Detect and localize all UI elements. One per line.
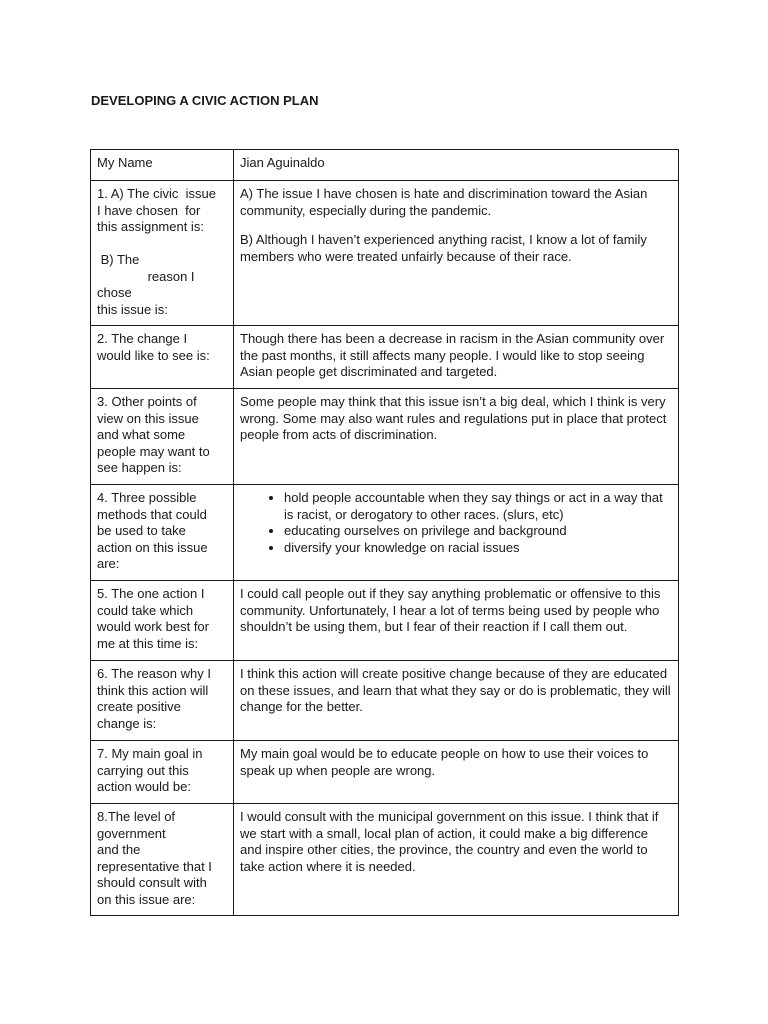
question-text: 7. My main goal in carrying out this action would be: [97, 746, 203, 794]
question-cell [91, 389, 234, 485]
question-cell [91, 181, 234, 326]
answer-cell [234, 389, 679, 485]
answer-text: I think this action will create positive change because of they are educated on these issues, and learn that what they say or do is problematic, they will change for the better. [240, 666, 671, 714]
table-row-one-action [91, 581, 679, 661]
page-title: DEVELOPING A CIVIC ACTION PLAN [91, 93, 319, 108]
answer-text: My main goal would be to educate people on how to use their voices to speak up when people are wrong. [240, 746, 649, 778]
question-text: 6. The reason why I think this action will create positive change is: [97, 666, 211, 731]
table-row-other-views [91, 389, 679, 485]
answer-cell [234, 485, 679, 581]
table-row-name [91, 150, 679, 181]
list-item: • diversify your knowledge on racial issues [284, 540, 672, 557]
table-row-change [91, 326, 679, 389]
answer-text-a: A) The issue I have chosen is hate and discrimination toward the Asian community, especially during the pandemic. [240, 186, 648, 218]
answer-text: Though there has been a decrease in racism in the Asian community over the past months, it still affects many people. I would like to stop seeing Asian people get discriminated and targeted. [240, 331, 665, 379]
table-row-methods [91, 485, 679, 581]
answer-text-b: B) Although I haven’t experienced anything racist, I know a lot of family members who were treated unfairly because of their race. [240, 232, 647, 264]
methods-list [240, 490, 672, 556]
question-text: 5. The one action I could take which would work best for me at this time is: [97, 586, 209, 651]
answer-cell [234, 741, 679, 804]
civic-action-plan-table [90, 149, 679, 916]
answer-text: I would consult with the municipal government on this issue. I think that if we start with a small, local plan of action, it could make a big difference and inspire other cities, the province, the country and even the world to take action where it is needed. [240, 809, 659, 874]
table-row-goal [91, 741, 679, 804]
answer-cell [234, 150, 679, 181]
answer-text: Jian Aguinaldo [240, 155, 325, 170]
question-cell [91, 661, 234, 741]
answer-cell [234, 804, 679, 916]
table-row-government [91, 804, 679, 916]
table-row-reason [91, 661, 679, 741]
question-text: 4. Three possible methods that could be used to take action on this issue are: [97, 490, 208, 571]
question-cell [91, 150, 234, 181]
answer-cell [234, 581, 679, 661]
list-item: • hold people accountable when they say things or act in a way that is racist, or derogatory to other races. (slurs, etc) [284, 490, 672, 523]
answer-cell [234, 181, 679, 326]
answer-text: Some people may think that this issue isn’t a big deal, which I think is very wrong. Some may also want rules and regulations put in place that protect people from acts of discrimination. [240, 394, 667, 442]
table-row-issue [91, 181, 679, 326]
answer-text: I could call people out if they say anything problematic or offensive to this community. Unfortunately, I hear a lot of terms being used by people who shouldn’t be using them, but I fear of their reaction if I call them out. [240, 586, 661, 634]
answer-cell [234, 661, 679, 741]
question-cell [91, 581, 234, 661]
list-item: • educating ourselves on privilege and background [284, 523, 672, 540]
question-text: 2. The change I would like to see is: [97, 331, 210, 363]
question-cell [91, 326, 234, 389]
question-text: 1. A) The civic issue I have chosen for this assignment is: B) The reason I chose this issue is: [97, 186, 216, 317]
question-cell [91, 485, 234, 581]
question-text: 8.The level of government and the representative that I should consult with on this issue are: [97, 809, 212, 907]
question-cell [91, 741, 234, 804]
question-text: 3. Other points of view on this issue and what some people may want to see happen is: [97, 394, 210, 475]
question-cell [91, 804, 234, 916]
question-text: My Name [97, 155, 153, 170]
answer-cell [234, 326, 679, 389]
